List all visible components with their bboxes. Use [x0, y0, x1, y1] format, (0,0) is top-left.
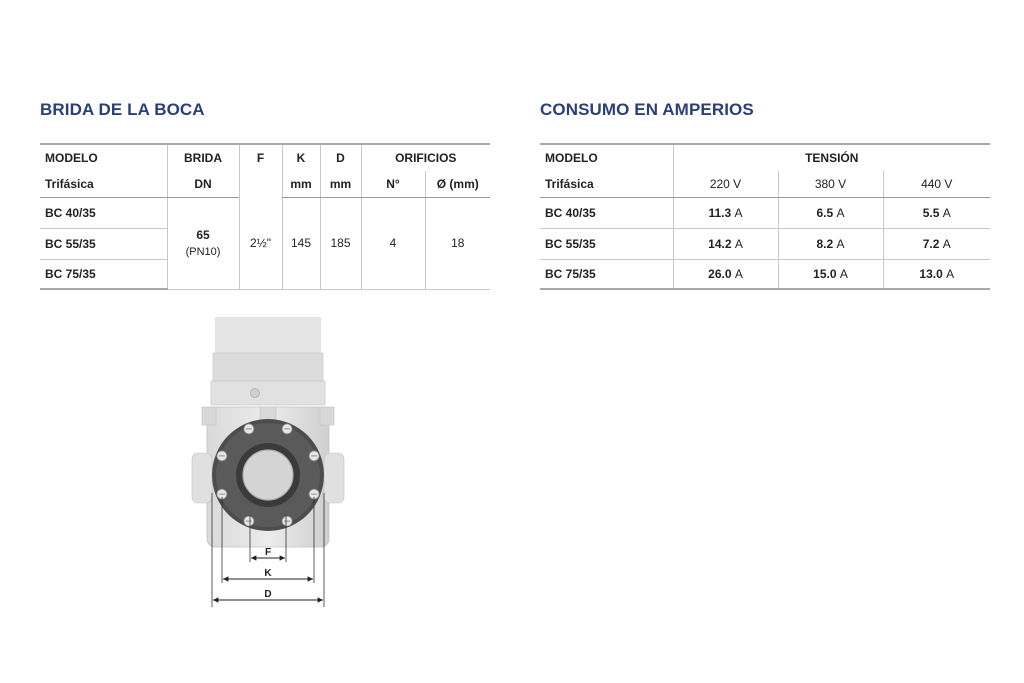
amp-value: 7.2: [922, 236, 940, 251]
body-lug-top: [260, 407, 276, 421]
amp-unit: A: [734, 266, 743, 281]
header-f: F: [239, 144, 282, 197]
consumo-table: [540, 143, 990, 290]
brida-dn-value: 65: [196, 228, 210, 242]
amp-value: 6.5: [816, 205, 834, 220]
brida-model-1: BC 40/35: [40, 197, 167, 228]
amp-cell: [778, 228, 883, 259]
brida-pn-value: (PN10): [185, 246, 221, 258]
amp-unit: A: [942, 236, 951, 251]
amp-cell: [673, 259, 778, 289]
amp-cell: [778, 197, 883, 228]
brida-diam-value: 18: [425, 197, 490, 289]
brida-f-value: 2½": [239, 197, 282, 289]
amp-value: 13.0: [919, 266, 943, 281]
amp-unit: A: [734, 205, 743, 220]
amp-unit: A: [942, 205, 951, 220]
amp-unit: A: [946, 266, 955, 281]
consumo-header-trifasica: Trifásica: [540, 171, 673, 197]
amp-unit: A: [734, 236, 743, 251]
table-row: [540, 228, 990, 259]
motor-top: [215, 317, 321, 353]
header-n: N°: [361, 171, 425, 197]
pump-flange-drawing: [180, 315, 360, 610]
consumo-model-1: BC 40/35: [540, 197, 673, 228]
motor-ring: [211, 381, 325, 405]
amp-unit: A: [836, 236, 845, 251]
amp-cell: [673, 197, 778, 228]
consumo-model-3: BC 75/35: [540, 259, 673, 289]
consumo-model-2: BC 55/35: [540, 228, 673, 259]
header-trifasica: Trifásica: [40, 171, 167, 197]
table-row: [540, 197, 990, 228]
header-d-unit: mm: [320, 171, 361, 197]
amp-value: 5.5: [922, 205, 940, 220]
amp-cell: [883, 228, 990, 259]
header-dn: DN: [167, 171, 239, 197]
brida-table: [40, 143, 490, 290]
amp-cell: [778, 259, 883, 289]
voltage-440: 440 V: [883, 171, 990, 197]
amp-unit: A: [839, 266, 848, 281]
amp-unit: A: [836, 205, 845, 220]
brida-k-value: 145: [282, 197, 320, 289]
brida-model-3: BC 75/35: [40, 259, 167, 289]
amp-value: 15.0: [813, 266, 837, 281]
amp-value: 14.2: [708, 236, 732, 251]
brida-dn-cell: [167, 197, 239, 289]
brida-model-2: BC 55/35: [40, 228, 167, 259]
motor-mid: [213, 353, 323, 381]
amp-value: 26.0: [708, 266, 732, 281]
amp-cell: [883, 259, 990, 289]
amp-cell: [673, 228, 778, 259]
consumo-header-modelo: MODELO: [540, 144, 673, 171]
body-lug-right: [320, 407, 334, 425]
header-orificios: ORIFICIOS: [361, 144, 490, 171]
dimension-k-label: K: [264, 568, 272, 579]
screw-icon: [251, 389, 260, 398]
header-k: K: [282, 144, 320, 171]
header-brida: BRIDA: [167, 144, 239, 171]
header-diam: Ø (mm): [425, 171, 490, 197]
brida-d-value: 185: [320, 197, 361, 289]
side-boss-right: [324, 453, 344, 503]
header-modelo: MODELO: [40, 144, 167, 171]
brida-n-value: 4: [361, 197, 425, 289]
dimension-f-label: F: [264, 547, 272, 558]
voltage-220: 220 V: [673, 171, 778, 197]
body-lug-left: [202, 407, 216, 425]
dimension-d-label: D: [264, 589, 272, 600]
table-row: [540, 259, 990, 289]
consumo-title: CONSUMO EN AMPERIOS: [540, 100, 754, 119]
header-k-unit: mm: [282, 171, 320, 197]
consumo-header-tension: TENSIÓN: [673, 144, 990, 171]
header-d: D: [320, 144, 361, 171]
brida-title: BRIDA DE LA BOCA: [40, 100, 205, 119]
side-boss-left: [192, 453, 212, 503]
voltage-380: 380 V: [778, 171, 883, 197]
amp-value: 8.2: [816, 236, 834, 251]
amp-value: 11.3: [708, 205, 732, 220]
amp-cell: [883, 197, 990, 228]
